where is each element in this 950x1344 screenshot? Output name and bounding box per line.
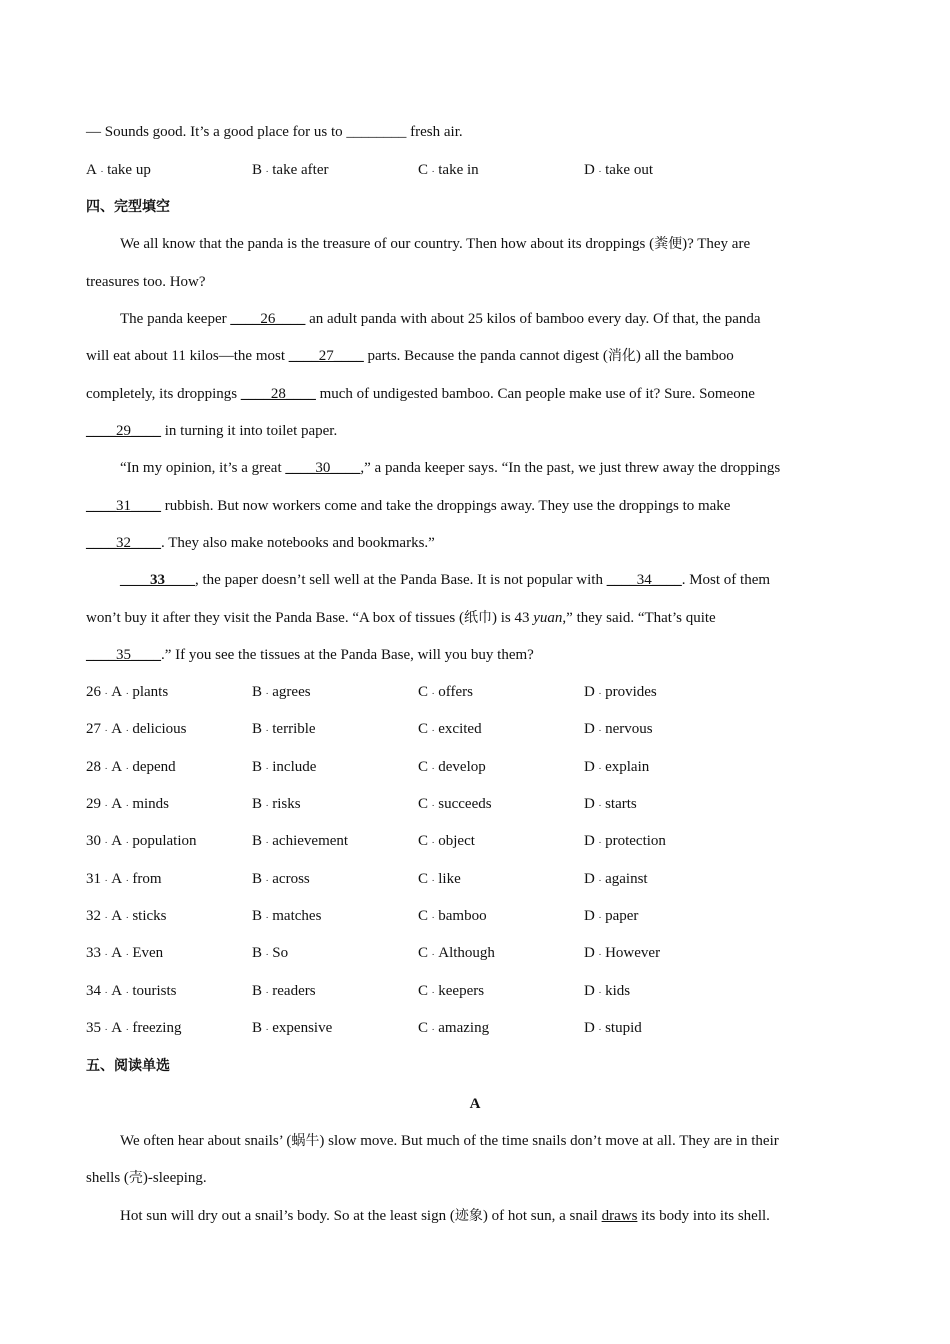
q33-option-b[interactable]: B . So <box>252 945 289 961</box>
q27-option-d[interactable]: D . nervous <box>584 721 653 737</box>
option-letter: C <box>418 721 429 737</box>
option-letter: C <box>418 684 429 700</box>
q33-option-a[interactable]: 33 . A . Even <box>86 945 164 961</box>
q32-option-b[interactable]: B . matches <box>252 908 322 924</box>
q29-option-a[interactable]: 29 . A . minds <box>86 796 170 812</box>
option-text: like <box>438 871 461 887</box>
option-letter: C <box>418 833 429 849</box>
option-letter: A <box>111 684 123 700</box>
option-text: provides <box>605 684 657 700</box>
option-letter: B <box>252 1020 263 1036</box>
q31-option-c[interactable]: C . like <box>418 871 461 887</box>
blank-32: ____32____ <box>86 535 161 551</box>
option-text: include <box>272 759 317 775</box>
question-number: 31 <box>86 871 101 887</box>
q29-option-b[interactable]: B . risks <box>252 796 301 812</box>
option-letter: C <box>418 983 429 999</box>
q34-option-d[interactable]: D . kids <box>584 983 631 999</box>
option-letter: D <box>584 684 595 700</box>
q30-option-a[interactable]: 30 . A . population <box>86 833 197 849</box>
option-letter: C <box>418 945 429 961</box>
section-4-heading: 四、完型填空 <box>86 199 170 215</box>
q35-option-c[interactable]: C . amazing <box>418 1020 490 1036</box>
option-text: paper <box>605 908 639 924</box>
option-letter: C <box>418 796 429 812</box>
q33-option-d[interactable]: D . However <box>584 945 661 961</box>
option-letter: A <box>111 759 123 775</box>
q28-option-c[interactable]: C . develop <box>418 759 486 775</box>
blank-27: ____27____ <box>288 348 364 364</box>
option-text: terrible <box>272 721 316 737</box>
option-text: depend <box>132 759 176 775</box>
question-number: 26 <box>86 684 101 700</box>
option-letter: B <box>252 945 263 961</box>
option-letter: D <box>584 871 595 887</box>
q32-option-c[interactable]: C . bamboo <box>418 908 487 924</box>
question-number: 34 <box>86 983 101 999</box>
passage-line: The panda keeper ____26____ an adult panda with about 25 kilos of bamboo every day. Of that, the panda <box>120 311 761 327</box>
option-letter: C <box>418 871 429 887</box>
q25-option-a[interactable]: A . take up <box>86 162 151 178</box>
passage-line: We often hear about snails’ (蜗牛) slow move. But much of the time snails don’t move at all. They are in their <box>120 1133 779 1149</box>
option-text: starts <box>605 796 637 812</box>
q31-option-d[interactable]: D . against <box>584 871 648 887</box>
q26-option-d[interactable]: D . provides <box>584 684 657 700</box>
option-letter: A <box>111 796 123 812</box>
option-text: kids <box>605 983 631 999</box>
option-letter: D <box>584 983 595 999</box>
question-number: 29 <box>86 796 101 812</box>
q32-option-d[interactable]: D . paper <box>584 908 639 924</box>
option-text: population <box>132 833 197 849</box>
q35-option-b[interactable]: B . expensive <box>252 1020 333 1036</box>
passage-line: ____32____. They also make notebooks and bookmarks.” <box>86 535 435 551</box>
q34-option-b[interactable]: B . readers <box>252 983 316 999</box>
passage-line: treasures too. How? <box>86 274 206 290</box>
q30-option-b[interactable]: B . achievement <box>252 833 349 849</box>
option-text: explain <box>605 759 650 775</box>
option-text: nervous <box>605 721 653 737</box>
q25-option-d[interactable]: D . take out <box>584 162 653 178</box>
q34-option-c[interactable]: C . keepers <box>418 983 485 999</box>
question-number: 30 <box>86 833 101 849</box>
option-text: stupid <box>605 1020 642 1036</box>
option-letter: B <box>252 684 263 700</box>
option-text: offers <box>438 684 473 700</box>
option-text: across <box>272 871 310 887</box>
option-letter: B <box>252 871 263 887</box>
q30-option-d[interactable]: D . protection <box>584 833 666 849</box>
question-number: 27 <box>86 721 101 737</box>
q27-option-b[interactable]: B . terrible <box>252 721 316 737</box>
option-text: So <box>272 945 289 961</box>
passage-line: “In my opinion, it’s a great ____30____,” a panda keeper says. “In the past, we just threw away the droppings <box>120 460 781 476</box>
option-letter: D <box>584 721 595 737</box>
option-letter: D <box>584 1020 595 1036</box>
q35-option-a[interactable]: 35 . A . freezing <box>86 1020 182 1036</box>
question-number: 33 <box>86 945 101 961</box>
blank-28: ____28____ <box>240 386 316 402</box>
q25-stem: — Sounds good. It’s a good place for us to ________ fresh air. <box>86 124 463 140</box>
option-letter: B <box>252 983 263 999</box>
option-text: keepers <box>438 983 485 999</box>
option-text: Even <box>132 945 164 961</box>
q31-option-a[interactable]: 31 . A . from <box>86 871 162 887</box>
q27-option-a[interactable]: 27 . A . delicious <box>86 721 187 737</box>
option-text: achievement <box>272 833 349 849</box>
q29-option-c[interactable]: C . succeeds <box>418 796 492 812</box>
option-text: develop <box>438 759 486 775</box>
option-letter: D <box>584 833 595 849</box>
option-text: risks <box>272 796 301 812</box>
q33-option-c[interactable]: C . Although <box>418 945 495 961</box>
option-letter: C <box>418 1020 429 1036</box>
option-letter: B <box>252 759 263 775</box>
passage-line: will eat about 11 kilos—the most ____27____ parts. Because the panda cannot digest (消化) all the bamboo <box>86 348 734 364</box>
option-text: excited <box>438 721 482 737</box>
q28-option-b[interactable]: B . include <box>252 759 317 775</box>
passage-line: ____31____ rubbish. But now workers come and take the droppings away. They use the droppings to make <box>86 498 731 514</box>
option-text: However <box>605 945 661 961</box>
question-number: 35 <box>86 1020 101 1036</box>
passage-line: shells (壳)-sleeping. <box>86 1170 207 1186</box>
option-letter: D <box>584 759 595 775</box>
q26-option-c[interactable]: C . offers <box>418 684 473 700</box>
underlined-word: draws <box>601 1208 638 1224</box>
option-text: protection <box>605 833 666 849</box>
q28-option-a[interactable]: 28 . A . depend <box>86 759 176 775</box>
option-text: sticks <box>132 908 167 924</box>
option-letter: B <box>252 721 263 737</box>
option-letter: A <box>111 833 123 849</box>
passage-line: Hot sun will dry out a snail’s body. So at the least sign (迹象) of hot sun, a snail draws its body into its shell. <box>120 1208 770 1224</box>
option-text: against <box>605 871 648 887</box>
q32-option-a[interactable]: 32 . A . sticks <box>86 908 167 924</box>
section-5-heading: 五、阅读单选 <box>86 1058 170 1074</box>
q25-option-b[interactable]: B . take after <box>252 162 329 178</box>
question-number: 32 <box>86 908 101 924</box>
option-text: Although <box>438 945 495 961</box>
option-text: succeeds <box>438 796 492 812</box>
option-letter: A <box>111 721 123 737</box>
option-letter: A <box>111 908 123 924</box>
option-letter: A <box>111 983 123 999</box>
option-letter: B <box>252 796 263 812</box>
option-letter: B <box>252 908 263 924</box>
q31-option-b[interactable]: B . across <box>252 871 310 887</box>
blank-31: ____31____ <box>86 498 161 514</box>
q26-option-a[interactable]: 26 . A . plants <box>86 684 169 700</box>
option-letter: C <box>418 759 429 775</box>
option-text: bamboo <box>438 908 487 924</box>
passage-title: A <box>469 1096 481 1112</box>
option-letter: B <box>252 833 263 849</box>
q29-option-d[interactable]: D . starts <box>584 796 637 812</box>
q27-option-c[interactable]: C . excited <box>418 721 482 737</box>
q30-option-c[interactable]: C . object <box>418 833 475 849</box>
option-text: expensive <box>272 1020 333 1036</box>
q26-option-b[interactable]: B . agrees <box>252 684 311 700</box>
option-text: amazing <box>438 1020 490 1036</box>
blank-26: ____26____ <box>230 311 306 327</box>
blank-34: ____34____ <box>606 572 682 588</box>
blank-29: ____29____ <box>86 423 161 439</box>
option-text: from <box>132 871 162 887</box>
option-letter: C <box>418 908 429 924</box>
option-letter: A <box>111 945 123 961</box>
passage-line: ____29____ in turning it into toilet paper. <box>86 423 338 439</box>
option-letter: A <box>111 1020 123 1036</box>
option-text: plants <box>132 684 169 700</box>
q25-option-c[interactable]: C . take in <box>418 162 479 178</box>
passage-line: completely, its droppings ____28____ much of undigested bamboo. Can people make use of it? Sure. Someone <box>86 386 755 402</box>
option-letter: D <box>584 945 595 961</box>
option-letter: D <box>584 796 595 812</box>
option-text: agrees <box>272 684 311 700</box>
option-text: object <box>438 833 475 849</box>
option-letter: D <box>584 908 595 924</box>
option-letter: A <box>111 871 123 887</box>
blank-35: ____35____ <box>86 647 161 663</box>
passage-line: ____33____, the paper doesn’t sell well at the Panda Base. It is not popular with ____34____. Most of them <box>120 572 771 588</box>
question-number: 28 <box>86 759 101 775</box>
passage-line: won’t buy it after they visit the Panda Base. “A box of tissues (纸巾) is 43 yuan,” they said. “That’s quite <box>86 610 716 626</box>
passage-line: ____35____.” If you see the tissues at the Panda Base, will you buy them? <box>86 647 534 663</box>
q28-option-d[interactable]: D . explain <box>584 759 650 775</box>
option-text: delicious <box>132 721 187 737</box>
blank-33: ____33____ <box>120 572 195 588</box>
option-text: readers <box>272 983 316 999</box>
option-text: freezing <box>132 1020 182 1036</box>
blank-30: ____30____ <box>285 460 361 476</box>
q35-option-d[interactable]: D . stupid <box>584 1020 642 1036</box>
passage-line: We all know that the panda is the treasure of our country. Then how about its droppings (粪便)? They are <box>120 236 751 252</box>
option-text: tourists <box>132 983 177 999</box>
q34-option-a[interactable]: 34 . A . tourists <box>86 983 177 999</box>
option-text: matches <box>272 908 322 924</box>
option-text: minds <box>132 796 170 812</box>
